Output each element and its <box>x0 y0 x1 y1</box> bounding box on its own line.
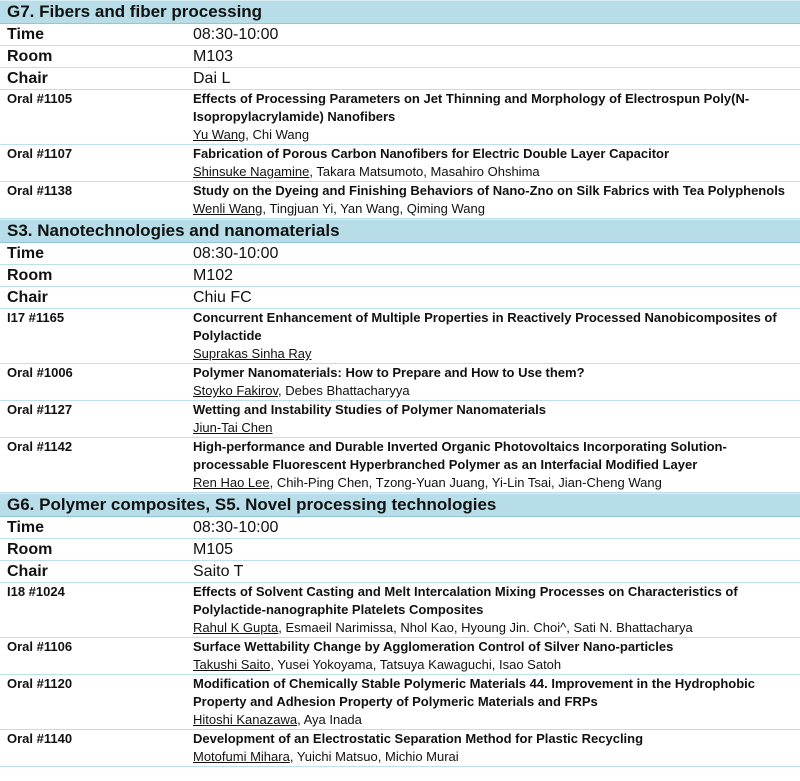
presentation-row <box>0 638 800 675</box>
chair-row <box>0 287 800 309</box>
time-row <box>0 517 800 539</box>
time-row <box>0 243 800 265</box>
session-s3 <box>0 219 800 493</box>
presenting-author: Stoyko Fakirov <box>193 383 279 398</box>
chair-row <box>0 68 800 90</box>
presentation-title: Study on the Dyeing and Finishing Behaviors of Nano-Zno on Silk Fabrics with Tea Polyphenols <box>193 183 786 198</box>
presentation-row <box>0 730 800 767</box>
author: Esmaeil Narimissa <box>285 620 394 635</box>
author: Chih-Ping Chen <box>276 475 369 490</box>
presentation-row <box>0 145 800 182</box>
author: Nhol Kao <box>400 620 454 635</box>
room-label: Room <box>7 266 53 284</box>
presentation-id: I17 #1165 <box>7 310 65 325</box>
presentation-id: Oral #1127 <box>7 402 73 417</box>
presentation-title: Concurrent Enhancement of Multiple Properties in Reactively Processed Nanobicomposites of Polylactide <box>193 310 777 343</box>
presentation-id: Oral #1006 <box>7 365 73 380</box>
presenting-author: Jiun-Tai Chen <box>193 420 273 435</box>
presentation-title: Effects of Solvent Casting and Melt Intercalation Mixing Processes on Characteristics of Polylactide-nanographite Platelets Composites <box>193 584 738 617</box>
presentation-id: Oral #1120 <box>7 676 73 691</box>
author: Qiming Wang <box>406 201 485 216</box>
author: Yan Wang <box>340 201 400 216</box>
author: Debes Bhattacharyya <box>285 383 410 398</box>
author: Michio Murai <box>384 749 459 764</box>
presentation-title: Polymer Nanomaterials: How to Prepare and How to Use them? <box>193 365 585 380</box>
room-value: M102 <box>193 266 234 284</box>
presentation-title: Effects of Processing Parameters on Jet Thinning and Morphology of Electrospun Poly(N-Isopropylacrylamide) Nanofibers <box>193 91 750 124</box>
presentation-id: Oral #1142 <box>7 439 73 454</box>
author: Tzong-Yuan Juang <box>375 475 485 490</box>
time-label: Time <box>7 25 45 43</box>
presentation-title: Surface Wettability Change by Agglomeration Control of Silver Nano-particles <box>193 639 674 654</box>
author: Aya Inada <box>303 712 362 727</box>
presentation-row <box>0 583 800 638</box>
chair-value: Chiu FC <box>193 288 252 306</box>
author: Isao Satoh <box>498 657 562 672</box>
author-list <box>193 345 794 363</box>
session-g6-s5 <box>0 493 800 767</box>
room-label: Room <box>7 540 53 558</box>
presentation-title: Wetting and Instability Studies of Polymer Nanomaterials <box>193 402 546 417</box>
presentation-row <box>0 675 800 730</box>
author-list: Hitoshi Kanazawa, Aya Inada <box>193 712 362 727</box>
presentation-row <box>0 401 800 438</box>
room-label: Room <box>7 47 53 65</box>
presentation-title: High-performance and Durable Inverted Organic Photovoltaics Incorporating Solution-processable Fluorescent Hyperbranched Polymer as an Interfacial Modified Layer <box>193 439 727 472</box>
presentation-row <box>0 364 800 401</box>
presentation-title: Development of an Electrostatic Separation Method for Plastic Recycling <box>193 731 644 746</box>
room-row <box>0 46 800 68</box>
time-value: 08:30-10:00 <box>193 25 279 43</box>
author: Takara Matsumoto <box>316 164 424 179</box>
presenting-author: Hitoshi Kanazawa <box>193 712 298 727</box>
room-value: M105 <box>193 540 234 558</box>
author: Tatsuya Kawaguchi <box>379 657 492 672</box>
presenting-author: Shinsuke Nagamine <box>193 164 310 179</box>
author: Sati N. Bhattacharya <box>573 620 693 635</box>
time-value: 08:30-10:00 <box>193 244 279 262</box>
author-list: Takushi Saito, Yusei Yokoyama, Tatsuya Kawaguchi, Isao Satoh <box>193 657 562 672</box>
presentation-row <box>0 309 800 364</box>
time-label: Time <box>7 244 45 262</box>
presentation-row <box>0 438 800 493</box>
author: Yi-Lin Tsai <box>491 475 552 490</box>
author-list: Stoyko Fakirov, Debes Bhattacharyya <box>193 383 410 398</box>
presenting-author: Rahul K Gupta <box>193 620 279 635</box>
presentation-title: Fabrication of Porous Carbon Nanofibers for Electric Double Layer Capacitor <box>193 146 670 161</box>
time-label: Time <box>7 518 45 536</box>
presenting-author: Ren Hao Lee <box>193 475 270 490</box>
author: Yuichi Matsuo <box>296 749 378 764</box>
room-value: M103 <box>193 47 234 65</box>
chair-label: Chair <box>7 562 48 580</box>
session-title: G7. Fibers and fiber processing <box>0 0 800 24</box>
presentation-title: Modification of Chemically Stable Polymeric Materials 44. Improvement in the Hydrophobic Property and Adhesion Property of Polymeric Materials and FRPs <box>193 676 756 709</box>
presentation-id: Oral #1105 <box>7 91 73 106</box>
author-list: Wenli Wang, Tingjuan Yi, Yan Wang, Qiming Wang <box>193 201 485 216</box>
presentation-id: Oral #1107 <box>7 146 73 161</box>
presenting-author: Yu Wang <box>193 127 246 142</box>
author: Hyoung Jin. Choi^ <box>461 620 567 635</box>
chair-row <box>0 561 800 583</box>
chair-value: Dai L <box>193 69 231 87</box>
presentation-row <box>0 182 800 219</box>
presenting-author: Takushi Saito <box>193 657 271 672</box>
presenting-author: Suprakas Sinha Ray <box>193 346 312 361</box>
author: Jian-Cheng Wang <box>558 475 662 490</box>
chair-value: Saito T <box>193 562 244 580</box>
session-title: G6. Polymer composites, S5. Novel processing technologies <box>0 493 800 517</box>
room-row <box>0 265 800 287</box>
presenting-author: Motofumi Mihara <box>193 749 290 764</box>
time-value: 08:30-10:00 <box>193 518 279 536</box>
author-list <box>193 419 794 437</box>
room-row <box>0 539 800 561</box>
time-row <box>0 24 800 46</box>
author: Masahiro Ohshima <box>430 164 540 179</box>
author-list: Ren Hao Lee, Chih-Ping Chen, Tzong-Yuan Juang, Yi-Lin Tsai, Jian-Cheng Wang <box>193 475 662 490</box>
author-list: Shinsuke Nagamine, Takara Matsumoto, Masahiro Ohshima <box>193 164 540 179</box>
author: Yusei Yokoyama <box>277 657 373 672</box>
presentation-id: I18 #1024 <box>7 584 65 599</box>
author-list: Rahul K Gupta, Esmaeil Narimissa, Nhol Kao, Hyoung Jin. Choi^, Sati N. Bhattacharya <box>193 620 693 635</box>
author: Tingjuan Yi <box>269 201 334 216</box>
presentation-row <box>0 90 800 145</box>
presentation-id: Oral #1106 <box>7 639 73 654</box>
chair-label: Chair <box>7 69 48 87</box>
chair-label: Chair <box>7 288 48 306</box>
author-list: Yu Wang, Chi Wang <box>193 127 310 142</box>
author: Chi Wang <box>252 127 310 142</box>
session-g7 <box>0 0 800 219</box>
presentation-id: Oral #1140 <box>7 731 73 746</box>
session-title: S3. Nanotechnologies and nanomaterials <box>0 219 800 243</box>
presenting-author: Wenli Wang <box>193 201 263 216</box>
presentation-id: Oral #1138 <box>7 183 73 198</box>
author-list: Motofumi Mihara, Yuichi Matsuo, Michio Murai <box>193 749 459 764</box>
